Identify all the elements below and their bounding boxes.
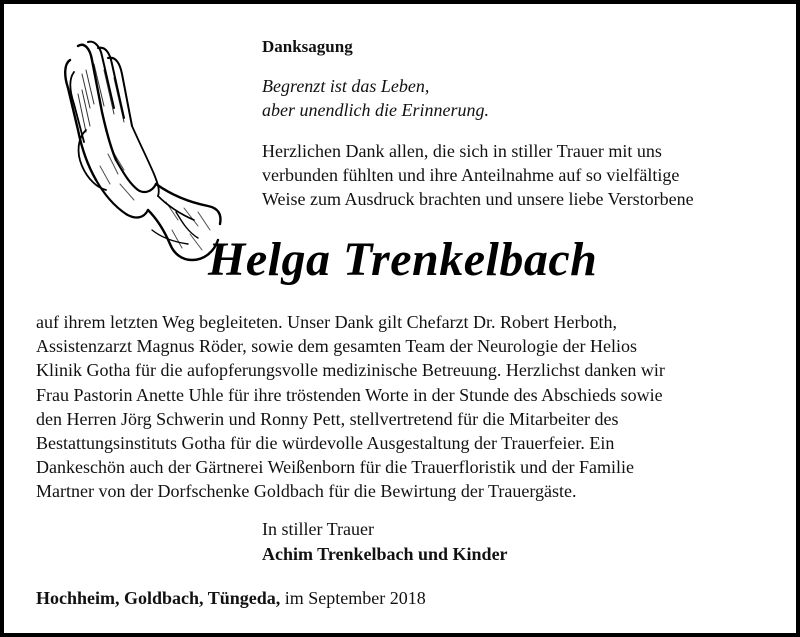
body-line: Assistenzarzt Magnus Röder, sowie dem gesamten Team der Neurologie der Helios xyxy=(36,336,638,357)
verse xyxy=(262,74,489,122)
heading: Danksagung xyxy=(262,37,353,56)
intro-line: Herzlichen Dank allen, die sich in stiller Trauer mit uns xyxy=(262,141,662,161)
intro-paragraph xyxy=(262,139,782,211)
verse-line: Begrenzt ist das Leben, xyxy=(262,76,430,96)
deceased-name: Helga Trenkelbach xyxy=(208,233,598,286)
body-line: Frau Pastorin Anette Uhle für ihre tröstenden Worte in der Stunde des Abschieds sowie xyxy=(36,384,663,405)
body-line: Bestattungsinstituts Gotha für die würdevolle Ausgestaltung der Trauerfeier. Ein xyxy=(36,433,615,454)
closing-line: In stiller Trauer xyxy=(262,519,374,539)
verse-line: aber unendlich die Erinnerung. xyxy=(262,100,489,120)
body-paragraph xyxy=(36,310,776,504)
body-line: Dankeschön auch der Gärtnerei Weißenborn für die Trauerfloristik und der Familie xyxy=(36,457,635,478)
closing-block xyxy=(262,517,508,567)
body-line: den Herren Jörg Schwerin und Ronny Pett, stellvertretend für die Mitarbeiter des xyxy=(36,408,619,429)
body-line: auf ihrem letzten Weg begleiteten. Unser Dank gilt Chefarzt Dr. Robert Herboth, xyxy=(36,312,618,332)
praying-hands-icon xyxy=(48,34,224,266)
footer xyxy=(36,588,426,609)
intro-line: verbunden fühlten und ihre Anteilnahme auf so vielfältige xyxy=(262,165,680,185)
footer-places: Hochheim, Goldbach, Tüngeda, xyxy=(36,588,281,608)
footer-date: im September 2018 xyxy=(280,588,426,608)
signers: Achim Trenkelbach und Kinder xyxy=(262,544,508,564)
body-line: Martner von der Dorfschenke Goldbach für die Bewirtung der Trauergäste. xyxy=(36,481,577,502)
intro-line: Weise zum Ausdruck brachten und unsere liebe Verstorbene xyxy=(262,189,694,209)
body-line: Klinik Gotha für die aufopferungsvolle medizinische Betreuung. Herzlichst danken wir xyxy=(36,360,665,381)
